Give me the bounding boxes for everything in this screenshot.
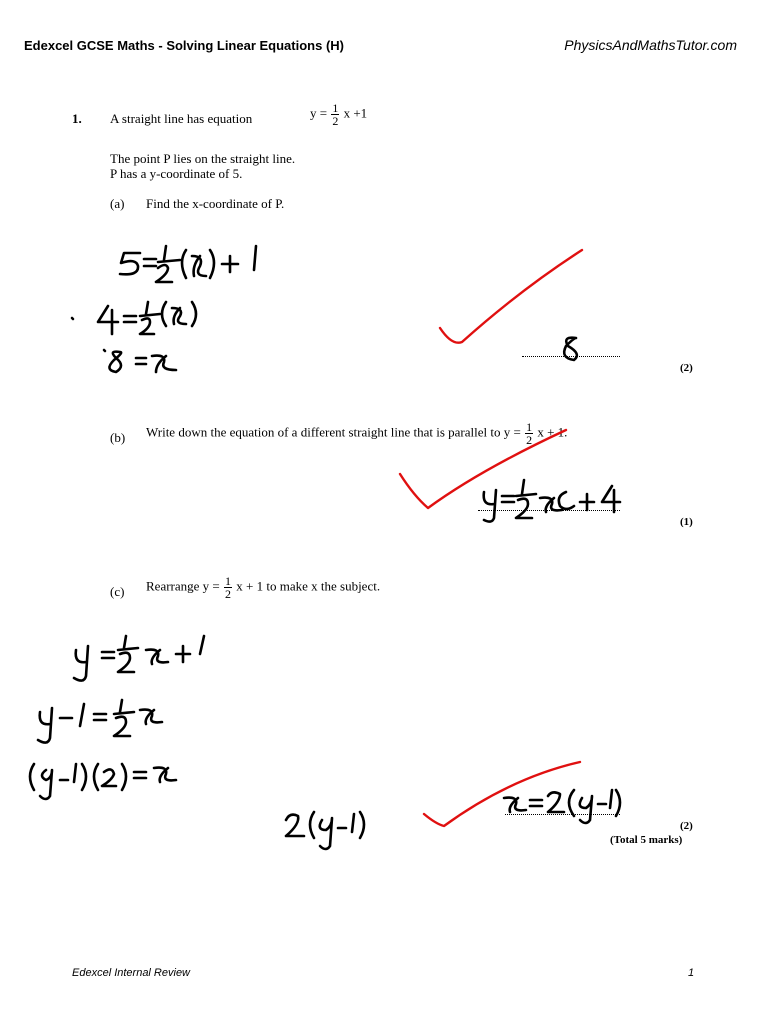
part-b-answer-line [478, 510, 620, 511]
answer-b [484, 480, 620, 522]
fraction-denominator: 2 [332, 114, 339, 128]
working-c-line-1 [74, 636, 204, 681]
part-b-eq-lhs: y = [503, 424, 521, 440]
site-name: PhysicsAndMathsTutor.com [564, 37, 737, 53]
part-c-fraction-denominator: 2 [225, 587, 232, 601]
tick-a [440, 250, 582, 343]
part-b-fraction [525, 421, 533, 446]
working-c-line-3 [30, 764, 176, 799]
document-title: Edexcel GCSE Maths - Solving Linear Equations (H) [24, 38, 344, 53]
question-number: 1. [72, 111, 82, 126]
part-b-marks: (1) [680, 516, 693, 528]
working-a-line-1 [120, 246, 256, 282]
part-c-text [146, 575, 380, 600]
part-a-label: (a) [110, 196, 125, 211]
part-a-text: Find the x-coordinate of P. [146, 196, 285, 211]
equation-fraction [331, 102, 339, 127]
part-b-label: (b) [110, 430, 126, 445]
working-a-line-2 [72, 302, 196, 334]
part-b-text [146, 421, 567, 446]
working-c-line-4 [286, 812, 364, 849]
part-c-fraction-numerator: 1 [225, 574, 232, 588]
tick-c [424, 762, 580, 826]
question-line-2: P has a y-coordinate of 5. [110, 166, 243, 181]
question-intro: A straight line has equation [110, 111, 253, 126]
part-a-marks: (2) [680, 362, 693, 374]
part-c-eq-rhs: x + 1 [236, 578, 264, 594]
question-line-1: The point P lies on the straight line. [110, 151, 296, 166]
equation-lhs: y = [310, 105, 328, 121]
equation-rhs: x +1 [343, 105, 368, 121]
part-a-answer-line [522, 356, 620, 357]
working-a-line-3 [104, 350, 196, 372]
part-c-fraction [224, 575, 232, 600]
part-b-eq-rhs: x + 1. [537, 424, 568, 440]
part-b-fraction-numerator: 1 [526, 420, 533, 434]
total-marks: (Total 5 marks) [610, 834, 683, 846]
part-c-prompt-end: to make x the subject. [266, 578, 381, 594]
part-b-prompt: Write down the equation of a different straight line that is parallel to [146, 424, 501, 440]
footer-source: Edexcel Internal Review [72, 967, 191, 979]
answer-c [504, 790, 620, 823]
part-c-answer-line [505, 814, 620, 815]
line-equation [310, 102, 367, 127]
page-number: 1 [688, 967, 695, 979]
part-c-eq-lhs: y = [202, 578, 220, 594]
part-c-marks: (2) [680, 820, 693, 832]
part-c-label: (c) [110, 584, 125, 599]
part-c-prompt: Rearrange [146, 578, 200, 594]
part-b-fraction-denominator: 2 [526, 433, 533, 447]
fraction-numerator: 1 [332, 101, 339, 115]
working-c-line-2 [38, 700, 162, 743]
